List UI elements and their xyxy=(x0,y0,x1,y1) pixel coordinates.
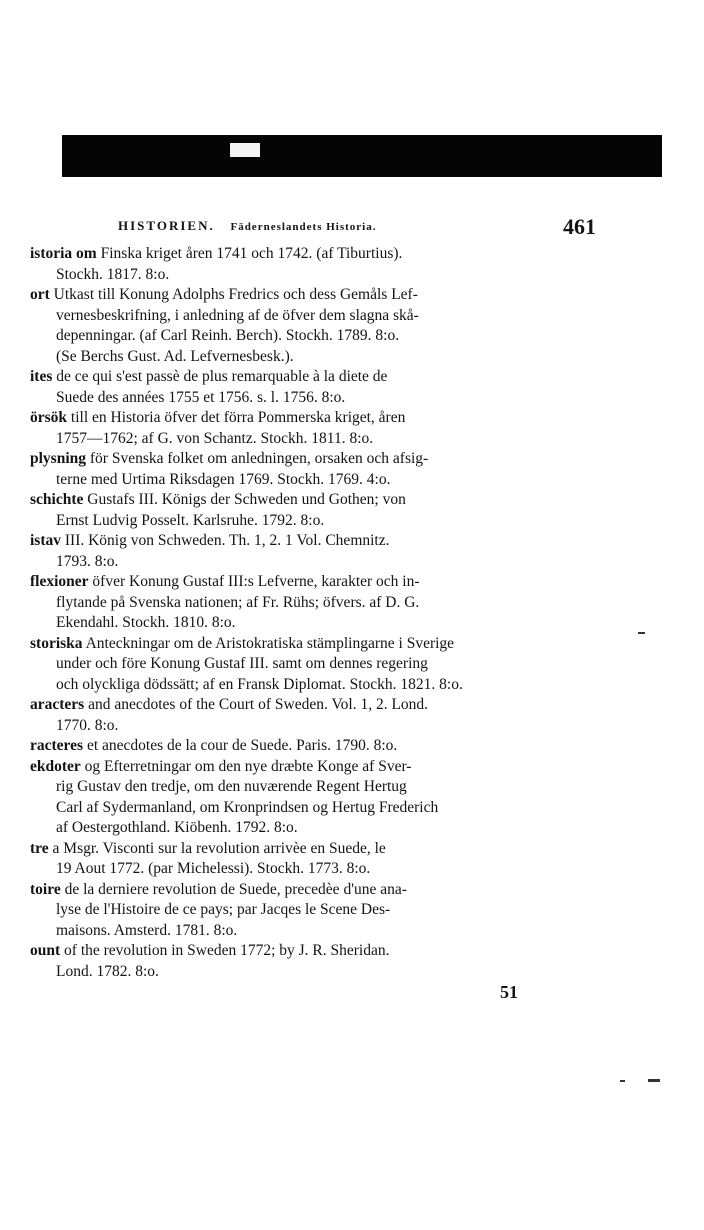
entry-lead-word: istoria om xyxy=(30,245,97,262)
entry-text: de ce qui s'est passè de plus remarquable à la diete de xyxy=(56,368,388,385)
entry-line xyxy=(30,531,610,552)
signature-mark: 51 xyxy=(500,982,518,1002)
entry-line xyxy=(30,244,610,265)
entry-line xyxy=(30,367,610,388)
entry-lead-word: örsök xyxy=(30,409,68,426)
entry-line xyxy=(30,962,610,983)
entry-line xyxy=(30,777,610,798)
entry-lead-word: ekdoter xyxy=(30,757,81,775)
entry-line xyxy=(30,716,610,737)
entry-line xyxy=(30,326,610,347)
entry-line xyxy=(30,552,610,573)
entry-line xyxy=(30,388,610,409)
entry-line xyxy=(30,511,610,532)
entry-line xyxy=(30,675,610,696)
entry-text: och olyckliga dödssätt; af en Fransk Diplomat. Stockh. 1821. 8:o. xyxy=(56,675,463,693)
entry-text: rig Gustav den tredje, om den nuværende Regent Hertug xyxy=(56,778,407,795)
entry-line xyxy=(30,265,610,286)
entry-text: lyse de l'Histoire de ce pays; par Jacqes le Scene Des- xyxy=(56,901,391,918)
entry-line xyxy=(30,429,610,450)
entry-lead-word: plysning xyxy=(30,450,87,467)
entry-line xyxy=(30,306,610,327)
entry-text: Anteckningar om de Aristokratiska stämplingarne i Sverige xyxy=(85,634,455,652)
entry-line xyxy=(30,798,610,819)
entry-line xyxy=(30,695,610,716)
running-title: HISTORIEN. xyxy=(118,218,215,233)
entry-text: terne med Urtima Riksdagen 1769. Stockh. 1769. 4:o. xyxy=(56,470,391,488)
entry-line xyxy=(30,572,610,593)
entry-text: för Svenska folket om anledningen, orsaken och afsig- xyxy=(89,450,429,467)
entry-text: Carl af Sydermanland, om Kronprindsen og Hertug Frederich xyxy=(56,798,439,816)
entry-text: III. König von Schweden. Th. 1, 2. 1 Vol. Chemnitz. xyxy=(64,532,390,549)
entry-line xyxy=(30,880,610,901)
entry-text: Stockh. 1817. 8:o. xyxy=(56,265,170,283)
entry-text: 19 Aout 1772. (par Michelessi). Stockh. 1773. 8:o. xyxy=(56,860,371,877)
ink-speck xyxy=(648,1079,660,1082)
entry-line xyxy=(30,736,610,757)
entry-line xyxy=(30,921,610,942)
entry-text: 1757—1762; af G. von Schantz. Stockh. 1811. 8:o. xyxy=(56,429,374,447)
entry-lead-word: storiska xyxy=(30,634,83,652)
entry-lead-word: istav xyxy=(30,532,61,549)
entry-text: of the revolution in Sweden 1772; by J. R. Sheridan. xyxy=(64,942,390,959)
bibliography-entries xyxy=(30,244,610,982)
entry-text: flytande på Svenska nationen; af Fr. Rühs; öfvers. af D. G. xyxy=(56,593,420,611)
ink-speck xyxy=(638,632,645,634)
entry-line xyxy=(30,818,610,839)
entry-text: till en Historia öfver det förra Pommerska kriget, åren xyxy=(70,409,406,426)
entry-line xyxy=(30,634,610,655)
entry-text: (Se Berchs Gust. Ad. Lefvernesbesk.). xyxy=(56,347,294,365)
running-head xyxy=(118,218,598,234)
entry-line xyxy=(30,449,610,470)
entry-text: depenningar. (af Carl Reinh. Berch). Stockh. 1789. 8:o. xyxy=(56,327,400,344)
running-subtitle: Fäderneslandets Historia. xyxy=(230,221,377,233)
entry-text: Finska kriget åren 1741 och 1742. (af Tiburtius). xyxy=(100,245,403,262)
entry-line xyxy=(30,347,610,368)
entry-text: öfver Konung Gustaf III:s Lefverne, karakter och in- xyxy=(92,573,420,590)
entry-lead-word: flexioner xyxy=(30,573,89,590)
entry-text: Lond. 1782. 8:o. xyxy=(56,962,159,980)
entry-line xyxy=(30,490,610,511)
entry-lead-word: ount xyxy=(30,942,61,959)
entry-text: maisons. Amsterd. 1781. 8:o. xyxy=(56,921,238,939)
entry-text: a Msgr. Visconti sur la revolution arrivèe en Suede, le xyxy=(52,839,386,857)
entry-text: et anecdotes de la cour de Suede. Paris. 1790. 8:o. xyxy=(86,737,398,754)
scan-black-band xyxy=(62,135,662,177)
entry-line xyxy=(30,285,610,306)
entry-lead-word: racteres xyxy=(30,737,84,754)
entry-text: Gustafs III. Königs der Schweden und Gothen; von xyxy=(87,491,406,508)
entry-text: af Oestergothland. Kiöbenh. 1792. 8:o. xyxy=(56,819,298,836)
entry-line xyxy=(30,900,610,921)
entry-text: de la derniere revolution de Suede, precedèe d'une ana- xyxy=(64,880,407,898)
entry-lead-word: toire xyxy=(30,880,61,898)
entry-line xyxy=(30,654,610,675)
entry-text: og Efterretningar om den nye dræbte Konge af Sver- xyxy=(84,757,412,775)
entry-text: vernesbeskrifning, i anledning af de öfver dem slagna skå- xyxy=(56,306,419,324)
entry-text: under och före Konung Gustaf III. samt om dennes regering xyxy=(56,655,428,672)
entry-line xyxy=(30,839,610,860)
entry-line xyxy=(30,757,610,778)
scan-band-mark xyxy=(230,143,260,157)
entry-text: Suede des années 1755 et 1756. s. l. 1756. 8:o. xyxy=(56,388,346,406)
entry-line xyxy=(30,470,610,491)
entry-line xyxy=(30,613,610,634)
entry-text: 1793. 8:o. xyxy=(56,552,119,570)
entry-line xyxy=(30,941,610,962)
ink-speck xyxy=(620,1080,625,1082)
entry-lead-word: aracters xyxy=(30,696,85,713)
entry-text: Ekendahl. Stockh. 1810. 8:o. xyxy=(56,614,236,631)
entry-lead-word: tre xyxy=(30,839,49,857)
entry-line xyxy=(30,593,610,614)
entry-lead-word: ort xyxy=(30,286,50,303)
entry-text: Ernst Ludvig Posselt. Karlsruhe. 1792. 8:o. xyxy=(56,511,325,529)
entry-text: 1770. 8:o. xyxy=(56,716,119,734)
entry-line xyxy=(30,859,610,880)
entry-lead-word: ites xyxy=(30,368,53,385)
entry-text: and anecdotes of the Court of Sweden. Vol. 1, 2. Lond. xyxy=(88,696,429,713)
entry-line xyxy=(30,408,610,429)
entry-text: Utkast till Konung Adolphs Fredrics och dess Gemåls Lef- xyxy=(53,286,418,303)
page-number: 461 xyxy=(563,214,596,239)
entry-lead-word: schichte xyxy=(30,491,84,508)
